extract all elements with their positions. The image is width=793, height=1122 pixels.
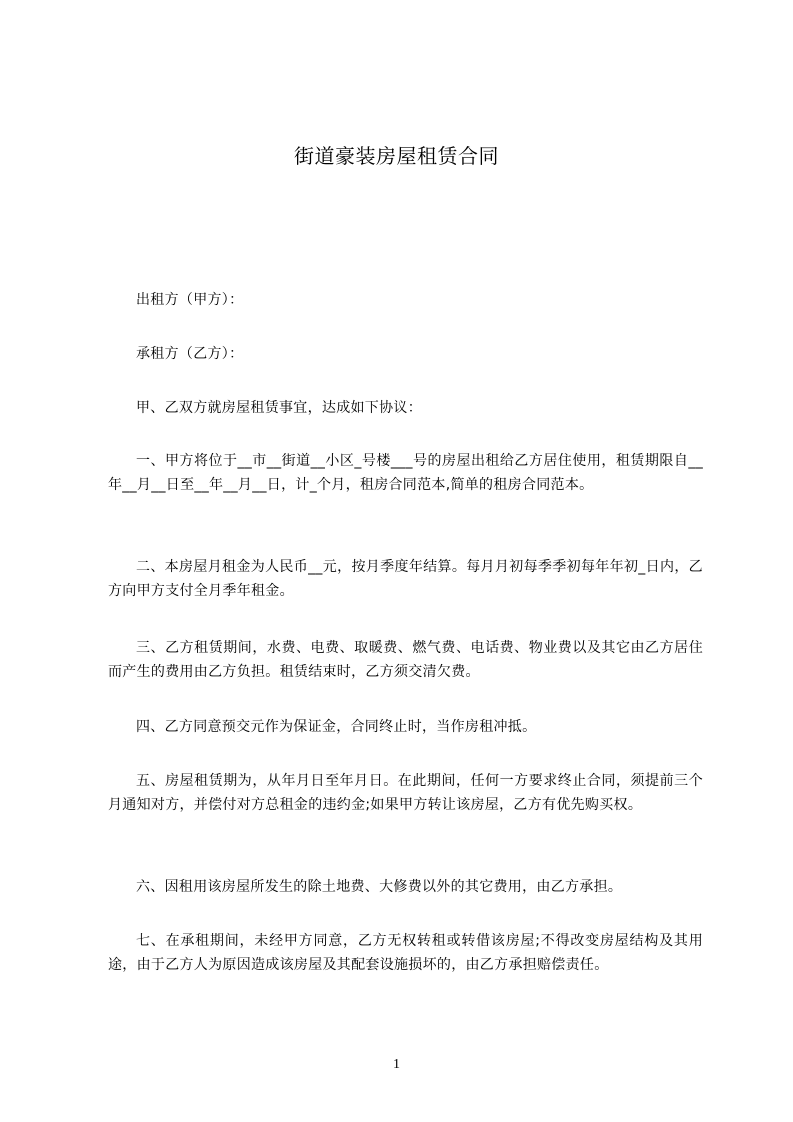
clause-4: 四、乙方同意预交元作为保证金，合同终止时，当作房租冲抵。 — [136, 719, 537, 735]
clause-7: 七、在承租期间，未经甲方同意，乙方无权转租或转借该房屋;不得改变房屋结构及其用途，由于乙方人为原因造成该房屋及其配套设施损坏的，由乙方承担赔偿责任。 — [108, 933, 703, 973]
clause-3: 三、乙方租赁期间，水费、电费、取暖费、燃气费、电话费、物业费以及其它由乙方居住而产生的费用由乙方负担。租赁结束时，乙方须交清欠费。 — [108, 640, 703, 680]
paragraph-lessee: 承租方（乙方）： — [136, 346, 244, 362]
paragraph-lessor: 出租方（甲方）： — [136, 292, 244, 308]
clause-2: 二、本房屋月租金为人民币__元，按月季度年结算。每月月初每季季初每年年初_日内，乙方向甲方支付全月季年租金。 — [108, 559, 703, 599]
paragraph-agreement-intro: 甲、乙双方就房屋租赁事宜，达成如下协议： — [136, 400, 422, 416]
page-number: 1 — [393, 1057, 400, 1072]
clause-6: 六、因租用该房屋所发生的除土地费、大修费以外的其它费用，由乙方承担。 — [136, 879, 623, 895]
clause-1: 一、甲方将位于__市__街道__小区_号楼___号的房屋出租给乙方居住使用，租赁期限自__年__月__日至__年__月__日，计_个月，租房合同范本,简单的租房合同范本。 — [108, 453, 703, 493]
clause-5: 五、房屋租赁期为，从年月日至年月日。在此期间，任何一方要求终止合同，须提前三个月通知对方，并偿付对方总租金的违约金;如果甲方转让该房屋，乙方有优先购买权。 — [108, 773, 703, 813]
document-title: 街道豪装房屋租赁合同 — [294, 144, 499, 168]
